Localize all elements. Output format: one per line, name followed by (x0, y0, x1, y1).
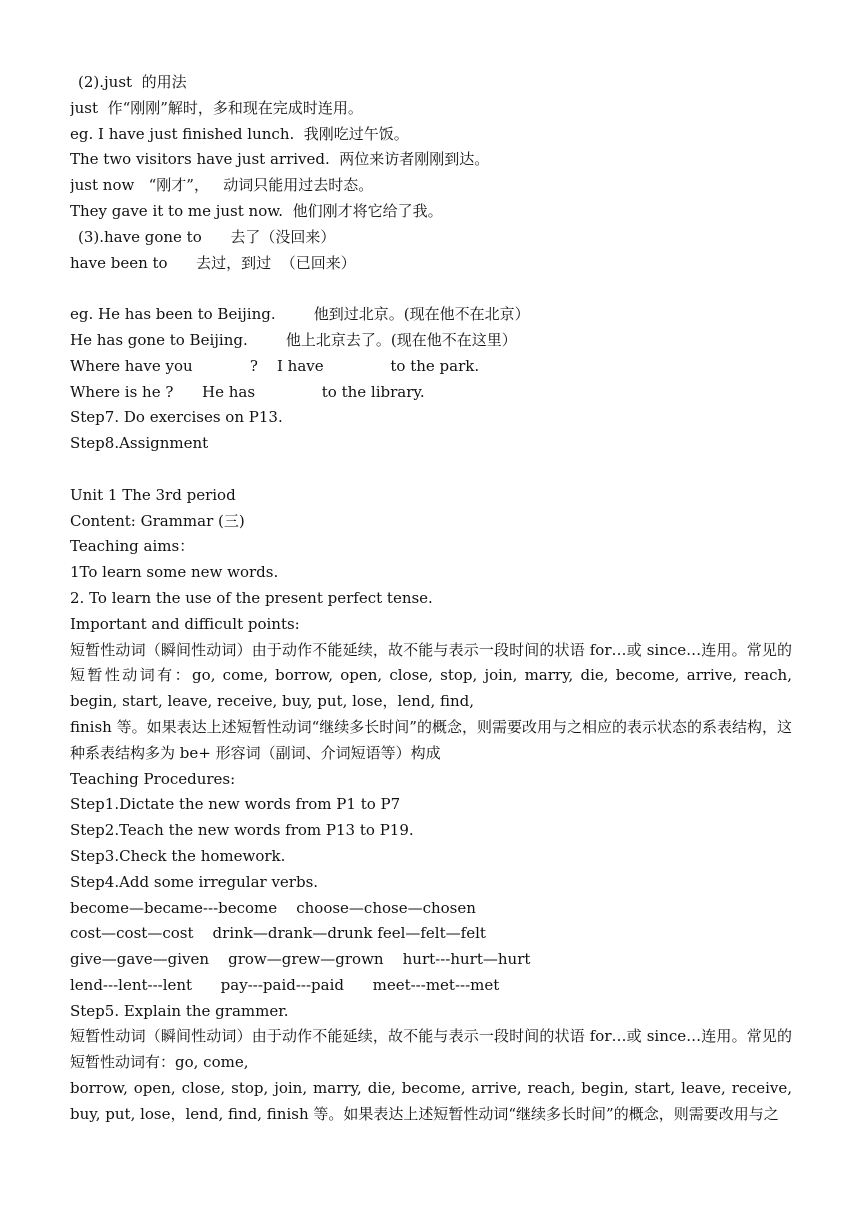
example-line: The two visitors have just arrived. 两位来访者刚刚到达。 (70, 150, 490, 169)
step-line: Step4.Add some irregular verbs. (70, 872, 319, 891)
exercise-line: Where is he ? He has to the library. (70, 382, 425, 401)
aim-item: 1To learn some new words. (70, 563, 279, 582)
teaching-aims-label: Teaching aims： (70, 537, 195, 556)
example-line: He has gone to Beijing. 他上北京去了。(现在他不在这里） (70, 330, 517, 349)
section-title: Unit 1 The 3rd period (70, 485, 236, 504)
step-line: Step7. Do exercises on P13. (70, 408, 283, 427)
aim-item: 2. To learn the use of the present perfect tense. (70, 588, 433, 607)
points-label: Important and difficult points: (70, 614, 300, 633)
step-line: Step3.Check the homework. (70, 846, 286, 865)
text-line: just now “刚才”， 动词只能用过去时态。 (70, 176, 374, 195)
document-body (70, 70, 792, 1128)
paragraph: 短暂性动词（瞬间性动词）由于动作不能延续，故不能与表示一段时间的状语 for…或 since…连用。常见的短暂性动词有：go, come, borrow, open, close, stop, join, marry, die, become, arrive, reach, begin, start, leave, receive, buy, put, lose，lend, find, (70, 640, 792, 711)
example-line: eg. I have just finished lunch. 我刚吃过午饭。 (70, 124, 409, 143)
example-line: They gave it to me just now. 他们刚才将它给了我。 (70, 201, 443, 220)
verb-forms-line: lend---lent---lent pay---paid---paid meet---met---met (70, 975, 500, 994)
procedures-label: Teaching Procedures: (70, 769, 236, 788)
verb-forms-line: become—became---become choose—chose—chosen (70, 898, 476, 917)
content-line: Content: Grammar (三) (70, 511, 245, 530)
exercise-line: Where have you ? I have to the park. (70, 356, 480, 375)
blank-line (70, 276, 792, 302)
blank-line (70, 457, 792, 483)
paragraph: finish 等。如果表达上述短暂性动词“继续多长时间”的概念，则需要改用与之相应的表示状态的系表结构，这种系表结构多为 be+ 形容词（副词、介词短语等）构成 (70, 717, 792, 762)
example-line: eg. He has been to Beijing. 他到过北京。(现在他不在北京） (70, 305, 530, 324)
heading-just-usage: (2).just 的用法 (78, 73, 187, 91)
verb-forms-line: give—gave—given grow—grew—grown hurt---hurt—hurt (70, 950, 531, 969)
step-line: Step8.Assignment (70, 434, 209, 453)
heading-have-gone-to: (3).have gone to 去了（没回来） (78, 227, 336, 246)
step-line: Step1.Dictate the new words from P1 to P7 (70, 795, 401, 814)
paragraph: 短暂性动词（瞬间性动词）由于动作不能延续，故不能与表示一段时间的状语 for…或 since…连用。常见的短暂性动词有：go, come, (70, 1027, 792, 1072)
step-line: Step2.Teach the new words from P13 to P19. (70, 821, 414, 840)
text-line: have been to 去过，到过 （已回来） (70, 253, 356, 272)
paragraph: borrow, open, close, stop, join, marry, die, become, arrive, reach, begin, start, leave, receive, buy, put, lose，lend, find, finish 等。如果表达上述短暂性动词“继续多长时间”的概念，则需要改用与之 (70, 1079, 792, 1123)
verb-forms-line: cost—cost—cost drink—drank—drunk feel—felt—felt (70, 924, 486, 943)
step-line: Step5. Explain the grammer. (70, 1001, 289, 1020)
text-line: just 作“刚刚”解时，多和现在完成时连用。 (70, 98, 363, 117)
